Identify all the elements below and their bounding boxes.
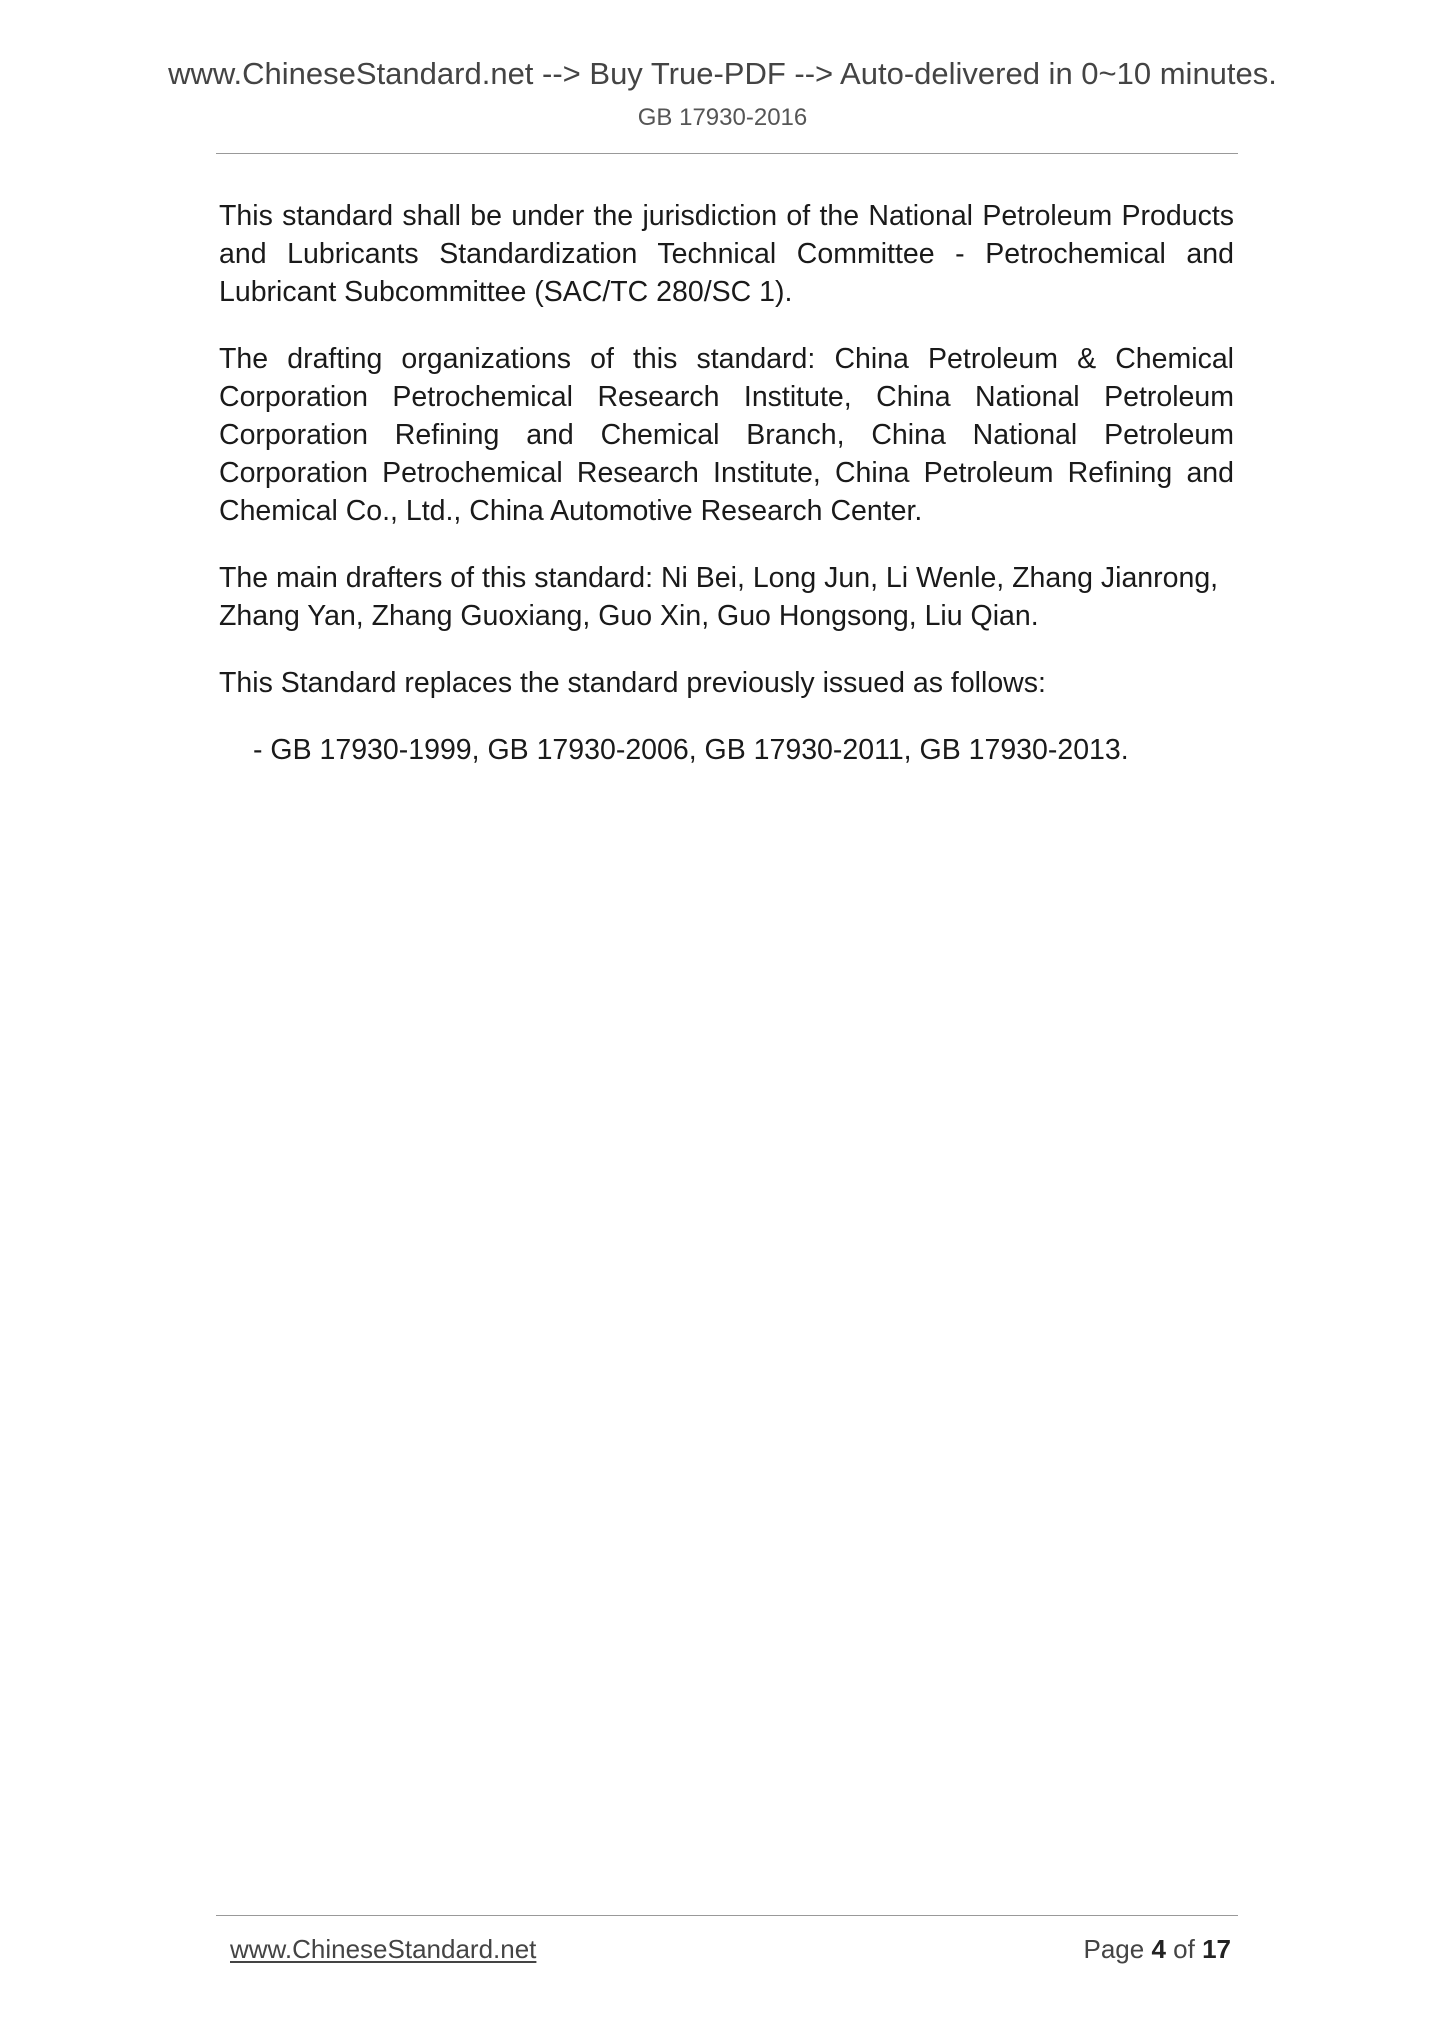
- paragraph-jurisdiction: This standard shall be under the jurisdiction of the National Petroleum Products and Lubricants Standardization Technical Committee - Petrochemical and Lubricant Subcommittee (SAC/TC 280/SC 1).: [219, 200, 1234, 308]
- document-code: GB 17930-2016: [637, 104, 808, 131]
- page-of-label: of: [1173, 1934, 1195, 1964]
- replaced-standards-list-item: - GB 17930-1999, GB 17930-2006, GB 17930-2011, GB 17930-2013.: [253, 734, 1129, 766]
- page-total: 17: [1202, 1934, 1231, 1964]
- page-current: 4: [1151, 1934, 1166, 1964]
- page-label: Page: [1083, 1934, 1145, 1964]
- paragraph-drafting-organizations: The drafting organizations of this standard: China Petroleum & Chemical Corporation Petrochemical Research Institute, China National Petroleum Corporation Refining and Chemical Branch, China National Petroleum Corporation Petrochemical Research Institute, China Petroleum Refining and Chemical Co., Ltd., China Automotive Research Center.: [219, 343, 1234, 527]
- document-body: [219, 197, 1234, 769]
- paragraph-replacement-intro: This Standard replaces the standard previously issued as follows:: [219, 667, 1046, 699]
- footer-divider: [216, 1915, 1238, 1916]
- paragraph-main-drafters: The main drafters of this standard: Ni Bei, Long Jun, Li Wenle, Zhang Jianrong, Zhang Yan, Zhang Guoxiang, Guo Xin, Guo Hongsong, Liu Qian.: [219, 562, 1219, 632]
- page-number: [1083, 1934, 1231, 1965]
- footer-site-link[interactable]: www.ChineseStandard.net: [230, 1934, 537, 1964]
- header-divider: [216, 153, 1238, 154]
- header-banner: www.ChineseStandard.net --> Buy True-PDF --> Auto-delivered in 0~10 minutes.: [168, 56, 1277, 91]
